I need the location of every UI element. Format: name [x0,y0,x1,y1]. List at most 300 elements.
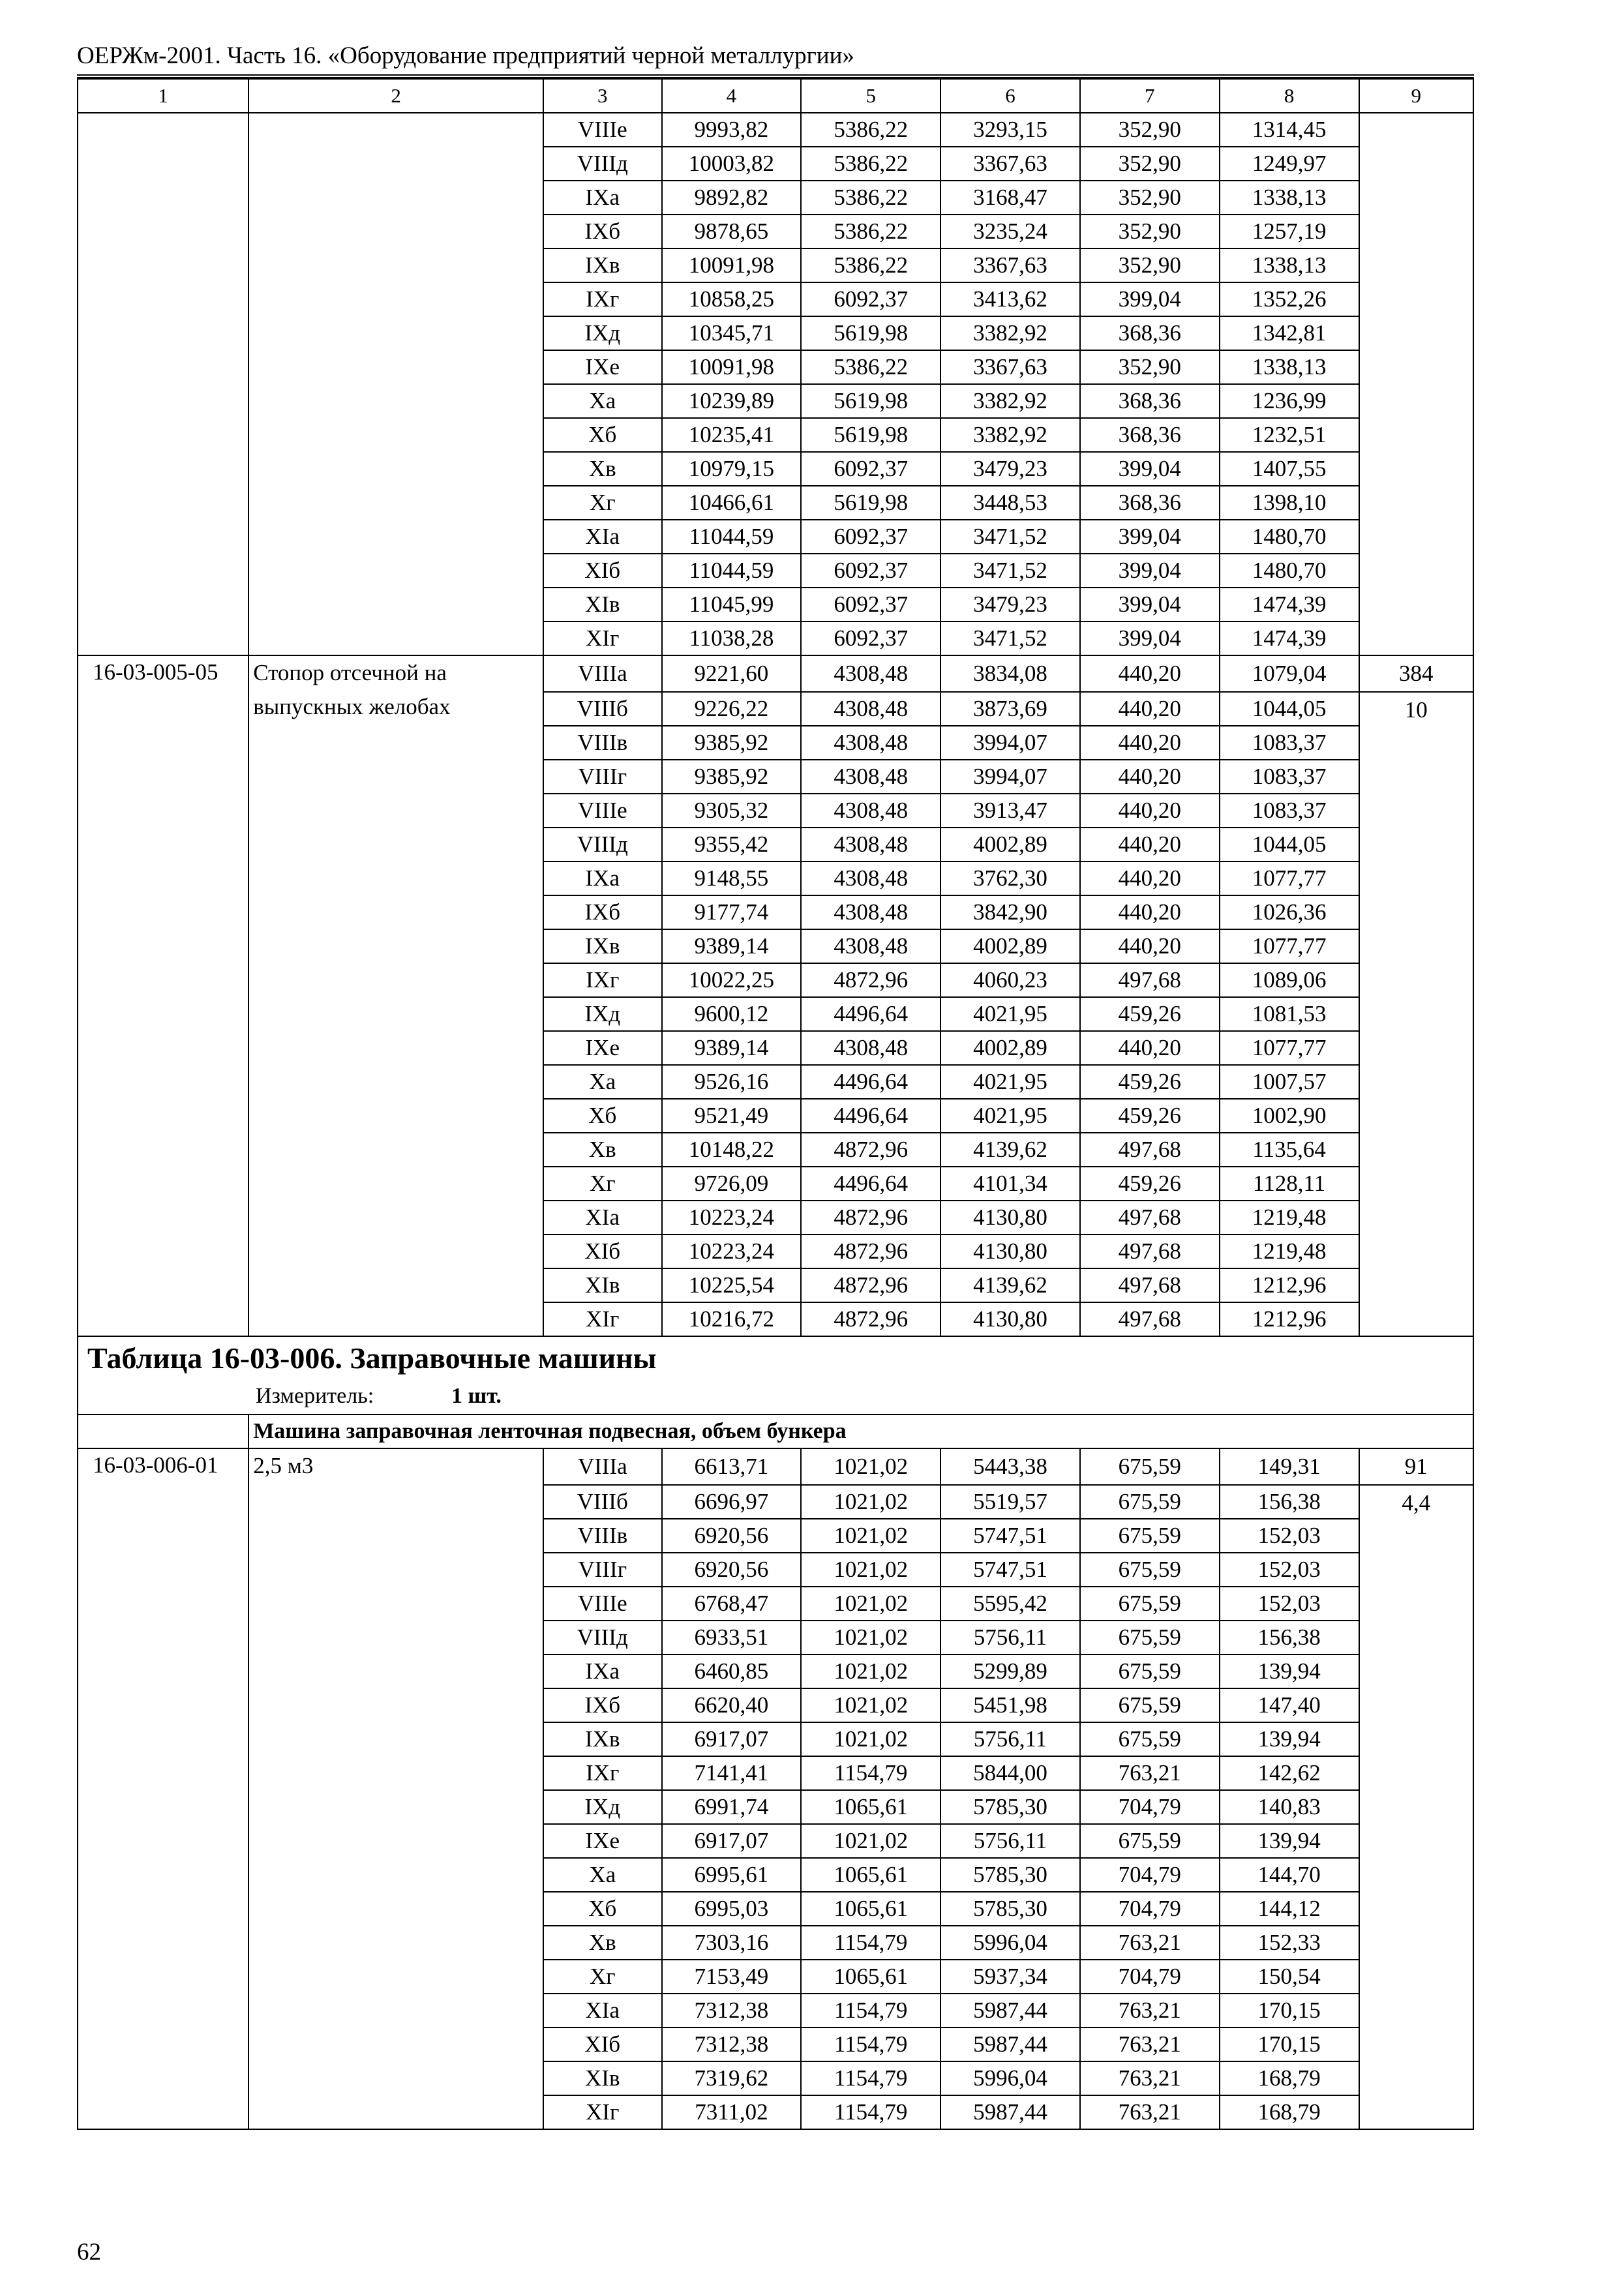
value-cell: 1079,04 [1220,655,1359,692]
value-cell: 1480,70 [1220,554,1359,588]
value-cell: 675,59 [1080,1654,1220,1688]
zone-cell: Xв [543,1926,662,1960]
value-cell: 5987,44 [940,1994,1080,2027]
value-cell: 6920,56 [662,1519,802,1553]
value-cell: 1232,51 [1220,418,1359,452]
value-cell: 4872,96 [801,1133,940,1167]
value-cell: 5299,89 [940,1654,1080,1688]
value-cell: 6460,85 [662,1654,802,1688]
value-cell: 4308,48 [801,794,940,828]
value-cell: 763,21 [1080,1756,1220,1790]
value-cell: 10216,72 [662,1302,802,1336]
value-cell: 6933,51 [662,1621,802,1654]
value-cell: 3471,52 [940,621,1080,655]
value-cell: 3471,52 [940,520,1080,554]
column-number: 2 [248,79,543,113]
value-cell: 4002,89 [940,929,1080,963]
value-cell: 4308,48 [801,895,940,929]
value-cell: 1480,70 [1220,520,1359,554]
value-cell: 7312,38 [662,1994,802,2027]
zone-cell: IXа [543,861,662,895]
zone-cell: XIб [543,554,662,588]
value-cell: 440,20 [1080,929,1220,963]
value-cell: 139,94 [1220,1654,1359,1688]
value-cell: 4002,89 [940,828,1080,861]
zone-cell: XIг [543,2095,662,2129]
value-cell: 6613,71 [662,1448,802,1485]
value-cell: 5785,30 [940,1858,1080,1892]
value-cell: 9305,32 [662,794,802,828]
value-cell: 440,20 [1080,760,1220,794]
value-cell: 147,40 [1220,1688,1359,1722]
value-cell: 9993,82 [662,113,802,147]
value-cell: 5451,98 [940,1688,1080,1722]
value-cell: 368,36 [1080,486,1220,520]
zone-cell: VIIIд [543,828,662,861]
value-cell: 9521,49 [662,1099,802,1133]
value-cell: 459,26 [1080,997,1220,1031]
value-cell: 7303,16 [662,1926,802,1960]
measure-label: Измеритель: [256,1383,374,1408]
value-cell: 352,90 [1080,215,1220,248]
rate-name [248,113,543,655]
value-cell: 9389,14 [662,1031,802,1065]
column-number: 5 [801,79,940,113]
subheading-row [78,1414,1473,1448]
value-cell: 440,20 [1080,726,1220,760]
value-cell: 9148,55 [662,861,802,895]
value-cell: 440,20 [1080,895,1220,929]
value-cell: 3842,90 [940,895,1080,929]
value-cell: 5619,98 [801,384,940,418]
table-row [78,1448,1473,1485]
value-cell: 1398,10 [1220,486,1359,520]
zone-cell: XIв [543,2061,662,2095]
value-cell: 1135,64 [1220,1133,1359,1167]
value-cell: 5595,42 [940,1587,1080,1621]
value-cell: 352,90 [1080,350,1220,384]
value-cell: 156,38 [1220,1485,1359,1519]
value-cell: 5747,51 [940,1553,1080,1587]
value-cell: 5386,22 [801,147,940,181]
column-number: 3 [543,79,662,113]
value-cell: 5443,38 [940,1448,1080,1485]
value-cell: 9892,82 [662,181,802,215]
value-cell: 3471,52 [940,554,1080,588]
table-row [78,655,1473,692]
value-cell: 5386,22 [801,248,940,282]
value-cell: 3382,92 [940,316,1080,350]
value-cell: 156,38 [1220,1621,1359,1654]
zone-cell: Xа [543,1065,662,1099]
measure-row [78,1378,1473,1414]
value-cell: 5619,98 [801,316,940,350]
value-cell: 1212,96 [1220,1302,1359,1336]
value-cell: 4308,48 [801,726,940,760]
value-cell: 4872,96 [801,963,940,997]
value-cell: 1352,26 [1220,282,1359,316]
value-cell: 1021,02 [801,1485,940,1519]
zone-cell: VIIIд [543,147,662,181]
value-cell: 440,20 [1080,692,1220,726]
value-cell: 152,03 [1220,1553,1359,1587]
value-cell: 4139,62 [940,1133,1080,1167]
value-cell: 11045,99 [662,588,802,621]
extra-cell: 91 [1359,1448,1474,1485]
value-cell: 704,79 [1080,1960,1220,1994]
value-cell: 4496,64 [801,1167,940,1201]
value-cell: 1154,79 [801,1756,940,1790]
value-cell: 10091,98 [662,350,802,384]
value-cell: 1044,05 [1220,692,1359,726]
value-cell: 5386,22 [801,181,940,215]
value-cell: 6995,03 [662,1892,802,1926]
value-cell: 4308,48 [801,760,940,794]
zone-cell: IXб [543,1688,662,1722]
value-cell: 4021,95 [940,1099,1080,1133]
value-cell: 497,68 [1080,1201,1220,1234]
value-cell: 1342,81 [1220,316,1359,350]
value-cell: 1081,53 [1220,997,1359,1031]
value-cell: 497,68 [1080,1268,1220,1302]
value-cell: 6092,37 [801,452,940,486]
zone-cell: IXб [543,215,662,248]
zone-cell: Xа [543,1858,662,1892]
value-cell: 1219,48 [1220,1234,1359,1268]
value-cell: 9385,92 [662,726,802,760]
value-cell: 1021,02 [801,1553,940,1587]
value-cell: 368,36 [1080,418,1220,452]
value-cell: 497,68 [1080,1234,1220,1268]
value-cell: 399,04 [1080,282,1220,316]
value-cell: 4496,64 [801,1099,940,1133]
extra-cell: 384 [1359,655,1474,692]
value-cell: 1338,13 [1220,350,1359,384]
value-cell: 3994,07 [940,726,1080,760]
value-cell: 675,59 [1080,1722,1220,1756]
value-cell: 11044,59 [662,520,802,554]
value-cell: 1065,61 [801,1858,940,1892]
column-number: 4 [662,79,802,113]
table-title-row [78,1336,1473,1378]
value-cell: 4872,96 [801,1234,940,1268]
value-cell: 1077,77 [1220,1031,1359,1065]
value-cell: 11038,28 [662,621,802,655]
value-cell: 675,59 [1080,1485,1220,1519]
value-cell: 9389,14 [662,929,802,963]
value-cell: 4130,80 [940,1302,1080,1336]
running-header: ОЕРЖм-2001. Часть 16. «Оборудование предприятий черной металлургии» [77,42,854,69]
value-cell: 1021,02 [801,1824,940,1858]
value-cell: 170,15 [1220,1994,1359,2027]
value-cell: 368,36 [1080,316,1220,350]
zone-cell: VIIIг [543,760,662,794]
value-cell: 1021,02 [801,1722,940,1756]
value-cell: 4021,95 [940,1065,1080,1099]
value-cell: 399,04 [1080,621,1220,655]
column-number: 9 [1359,79,1474,113]
value-cell: 6620,40 [662,1688,802,1722]
value-cell: 4308,48 [801,828,940,861]
zone-cell: Xг [543,1960,662,1994]
value-cell: 4308,48 [801,655,940,692]
value-cell: 150,54 [1220,1960,1359,1994]
zone-cell: VIIIе [543,794,662,828]
zone-cell: IXе [543,1824,662,1858]
measure-value: 1 шт. [451,1383,502,1408]
value-cell: 1021,02 [801,1587,940,1621]
value-cell: 5756,11 [940,1621,1080,1654]
value-cell: 4130,80 [940,1234,1080,1268]
value-cell: 9355,42 [662,828,802,861]
value-cell: 1021,02 [801,1621,940,1654]
value-cell: 4496,64 [801,1065,940,1099]
value-cell: 7312,38 [662,2027,802,2061]
zone-cell: VIIIа [543,655,662,692]
value-cell: 9177,74 [662,895,802,929]
value-cell: 1021,02 [801,1519,940,1553]
rate-name: Стопор отсечной на выпускных желобах [248,655,543,1336]
value-cell: 352,90 [1080,181,1220,215]
value-cell: 4130,80 [940,1201,1080,1234]
value-cell: 440,20 [1080,861,1220,895]
value-cell: 139,94 [1220,1722,1359,1756]
zone-cell: IXе [543,1031,662,1065]
value-cell: 1249,97 [1220,147,1359,181]
value-cell: 5747,51 [940,1519,1080,1553]
value-cell: 440,20 [1080,655,1220,692]
value-cell: 1007,57 [1220,1065,1359,1099]
zone-cell: IXв [543,248,662,282]
zone-cell: Xб [543,1892,662,1926]
value-cell: 1077,77 [1220,929,1359,963]
measure-cell [78,1378,1473,1414]
value-cell: 9526,16 [662,1065,802,1099]
value-cell: 3448,53 [940,486,1080,520]
value-cell: 1154,79 [801,2095,940,2129]
zone-cell: VIIIг [543,1553,662,1587]
zone-cell: IXг [543,1756,662,1790]
zone-cell: Xг [543,486,662,520]
value-cell: 1089,06 [1220,963,1359,997]
value-cell: 5937,34 [940,1960,1080,1994]
value-cell: 459,26 [1080,1099,1220,1133]
value-cell: 6696,97 [662,1485,802,1519]
value-cell: 9221,60 [662,655,802,692]
zone-cell: VIIIв [543,1519,662,1553]
column-number: 8 [1220,79,1359,113]
value-cell: 4308,48 [801,692,940,726]
value-cell: 1065,61 [801,1892,940,1926]
value-cell: 675,59 [1080,1553,1220,1587]
value-cell: 5386,22 [801,113,940,147]
value-cell: 4872,96 [801,1268,940,1302]
value-cell: 459,26 [1080,1167,1220,1201]
zone-cell: VIIIб [543,1485,662,1519]
value-cell: 6092,37 [801,588,940,621]
value-cell: 1044,05 [1220,828,1359,861]
value-cell: 5619,98 [801,418,940,452]
value-cell: 10091,98 [662,248,802,282]
value-cell: 4060,23 [940,963,1080,997]
zone-cell: VIIIв [543,726,662,760]
value-cell: 9226,22 [662,692,802,726]
zone-cell: Xа [543,384,662,418]
value-cell: 704,79 [1080,1892,1220,1926]
value-cell: 1219,48 [1220,1201,1359,1234]
rate-code: 16-03-006-01 [78,1448,248,2129]
zone-cell: XIб [543,2027,662,2061]
rate-code [78,113,248,655]
value-cell: 1338,13 [1220,248,1359,282]
value-cell: 497,68 [1080,1133,1220,1167]
table-title: Таблица 16-03-006. Заправочные машины [87,1341,657,1375]
value-cell: 368,36 [1080,384,1220,418]
zone-cell: Xб [543,1099,662,1133]
value-cell: 3479,23 [940,452,1080,486]
value-cell: 1026,36 [1220,895,1359,929]
value-cell: 1021,02 [801,1448,940,1485]
zone-cell: XIа [543,520,662,554]
column-number-row [78,79,1473,113]
value-cell: 1407,55 [1220,452,1359,486]
zone-cell: IXг [543,282,662,316]
value-cell: 1474,39 [1220,588,1359,621]
value-cell: 3293,15 [940,113,1080,147]
value-cell: 440,20 [1080,1031,1220,1065]
value-cell: 3479,23 [940,588,1080,621]
zone-cell: IXг [543,963,662,997]
value-cell: 142,62 [1220,1756,1359,1790]
value-cell: 497,68 [1080,1302,1220,1336]
value-cell: 3913,47 [940,794,1080,828]
value-cell: 399,04 [1080,520,1220,554]
column-number: 7 [1080,79,1220,113]
value-cell: 5996,04 [940,2061,1080,2095]
value-cell: 1021,02 [801,1654,940,1688]
zone-cell: XIб [543,1234,662,1268]
value-cell: 399,04 [1080,452,1220,486]
value-cell: 675,59 [1080,1519,1220,1553]
value-cell: 10022,25 [662,963,802,997]
value-cell: 5785,30 [940,1790,1080,1824]
value-cell: 6917,07 [662,1824,802,1858]
value-cell: 1083,37 [1220,794,1359,828]
zone-cell: IXд [543,316,662,350]
value-cell: 1154,79 [801,1994,940,2027]
value-cell: 4101,34 [940,1167,1080,1201]
value-cell: 6092,37 [801,554,940,588]
value-cell: 10466,61 [662,486,802,520]
value-cell: 3367,63 [940,248,1080,282]
value-cell: 3168,47 [940,181,1080,215]
value-cell: 10223,24 [662,1201,802,1234]
value-cell: 5785,30 [940,1892,1080,1926]
value-cell: 10858,25 [662,282,802,316]
value-cell: 10345,71 [662,316,802,350]
zone-cell: IXа [543,181,662,215]
value-cell: 10239,89 [662,384,802,418]
value-cell: 675,59 [1080,1587,1220,1621]
value-cell: 1002,90 [1220,1099,1359,1133]
zone-cell: XIа [543,1201,662,1234]
zone-cell: IXд [543,1790,662,1824]
value-cell: 1021,02 [801,1688,940,1722]
value-cell: 6092,37 [801,282,940,316]
zone-cell: IXа [543,1654,662,1688]
zone-cell: Xв [543,452,662,486]
value-cell: 675,59 [1080,1448,1220,1485]
value-cell: 9385,92 [662,760,802,794]
zone-cell: XIг [543,621,662,655]
value-cell: 399,04 [1080,588,1220,621]
value-cell: 3382,92 [940,418,1080,452]
value-cell: 5519,57 [940,1485,1080,1519]
value-cell: 675,59 [1080,1621,1220,1654]
value-cell: 6917,07 [662,1722,802,1756]
value-cell: 763,21 [1080,2061,1220,2095]
value-cell: 170,15 [1220,2027,1359,2061]
value-cell: 4308,48 [801,1031,940,1065]
zone-cell: IXв [543,1722,662,1756]
value-cell: 9726,09 [662,1167,802,1201]
value-cell: 140,83 [1220,1790,1359,1824]
table-title-cell [78,1336,1473,1378]
value-cell: 352,90 [1080,147,1220,181]
value-cell: 1065,61 [801,1960,940,1994]
rates-table [77,78,1474,2130]
value-cell: 763,21 [1080,2027,1220,2061]
value-cell: 6092,37 [801,520,940,554]
value-cell: 4139,62 [940,1268,1080,1302]
value-cell: 5756,11 [940,1824,1080,1858]
value-cell: 1154,79 [801,1926,940,1960]
zone-cell: VIIIe [543,113,662,147]
zone-cell: XIа [543,1994,662,2027]
zone-cell: IXе [543,350,662,384]
value-cell: 1128,11 [1220,1167,1359,1201]
zone-cell: VIIIб [543,692,662,726]
value-cell: 1154,79 [801,2061,940,2095]
value-cell: 7311,02 [662,2095,802,2129]
value-cell: 6920,56 [662,1553,802,1587]
value-cell: 352,90 [1080,248,1220,282]
column-number: 1 [78,79,248,113]
value-cell: 1154,79 [801,2027,940,2061]
value-cell: 1474,39 [1220,621,1359,655]
value-cell: 440,20 [1080,794,1220,828]
value-cell: 10979,15 [662,452,802,486]
value-cell: 5844,00 [940,1756,1080,1790]
value-cell: 5987,44 [940,2027,1080,2061]
value-cell: 7141,41 [662,1756,802,1790]
value-cell: 3382,92 [940,384,1080,418]
value-cell: 5619,98 [801,486,940,520]
extra-cell [1359,113,1474,655]
value-cell: 4308,48 [801,929,940,963]
value-cell: 1083,37 [1220,726,1359,760]
value-cell: 11044,59 [662,554,802,588]
zone-cell: VIIIд [543,1621,662,1654]
value-cell: 4021,95 [940,997,1080,1031]
zone-cell: XIв [543,588,662,621]
value-cell: 399,04 [1080,554,1220,588]
value-cell: 6092,37 [801,621,940,655]
subheading-spacer [78,1414,248,1448]
value-cell: 3873,69 [940,692,1080,726]
value-cell: 4872,96 [801,1201,940,1234]
value-cell: 352,90 [1080,113,1220,147]
